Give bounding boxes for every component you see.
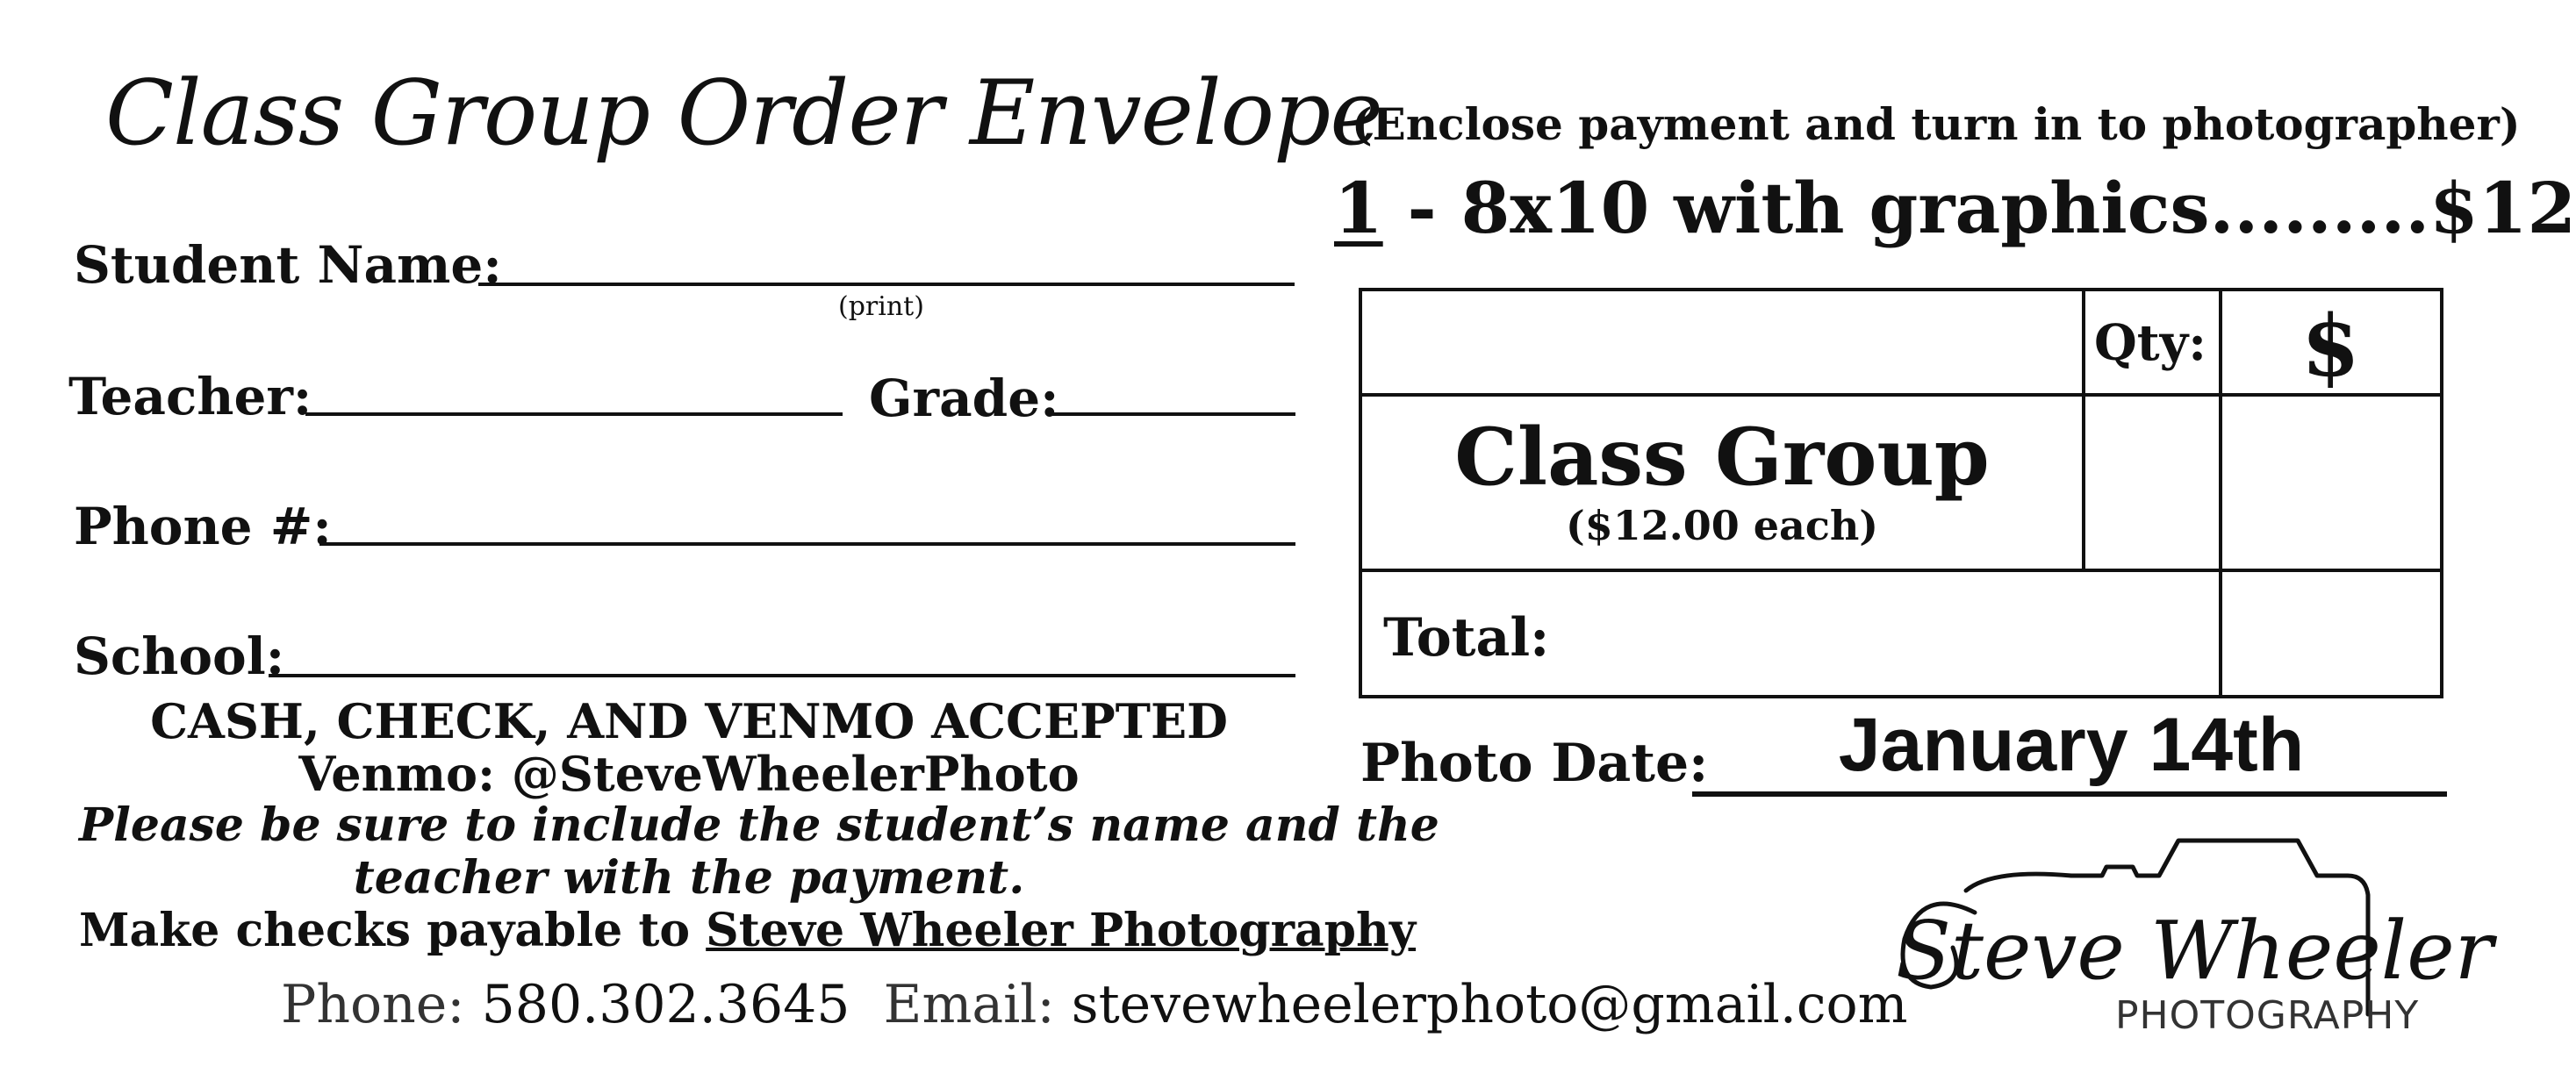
company-logo: [1869, 834, 2493, 1044]
venmo-prefix: Venmo:: [298, 746, 512, 802]
photo-date-value: January 14th: [1838, 703, 2305, 787]
grade-label: Grade:: [869, 369, 1059, 428]
qty-input-cell[interactable]: [2082, 393, 2219, 569]
camera-logo-icon: [1869, 834, 2493, 1044]
checks-line: [79, 904, 1417, 957]
teacher-label: Teacher:: [68, 367, 312, 426]
total-input-cell[interactable]: [2219, 569, 2443, 695]
checks-prefix: Make checks payable to: [79, 904, 707, 957]
venmo-handle: @SteveWheelerPhoto: [511, 746, 1080, 802]
logo-script: Steve Wheeler: [1896, 904, 2493, 998]
promo-line: [1334, 167, 2576, 249]
order-table: [1359, 288, 2443, 698]
contact-email-value: stevewheelerphoto@gmail.com: [1071, 974, 1908, 1035]
item-name: Class Group: [1454, 411, 1990, 504]
student-name-label: Student Name:: [74, 235, 502, 295]
price-header: $: [2301, 297, 2360, 396]
item-price: ($12.00 each): [1565, 502, 1879, 549]
total-label: Total:: [1383, 607, 1550, 669]
payment-methods: CASH, CHECK, AND VENMO ACCEPTED: [150, 693, 1228, 749]
promo-text: - 8x10 with graphics.........$12: [1407, 167, 2576, 249]
reminder-line-1: Please be sure to include the student’s name and the: [79, 798, 1439, 852]
teacher-field[interactable]: [305, 412, 843, 416]
contact-phone-label: Phone:: [281, 974, 465, 1035]
reminder-line-2: teacher with the payment.: [353, 851, 1025, 905]
school-field[interactable]: [269, 674, 1295, 677]
student-name-field[interactable]: [478, 283, 1295, 286]
photo-date-line: [1692, 791, 2447, 797]
phone-field[interactable]: [319, 542, 1295, 546]
contact-email-label: Email:: [883, 974, 1055, 1035]
qty-header: Qty:: [2094, 314, 2206, 372]
amount-input-cell[interactable]: [2219, 393, 2443, 569]
enclose-note: (Enclose payment and turn in to photographer): [1352, 98, 2521, 150]
phone-label: Phone #:: [74, 497, 332, 556]
venmo-line: [79, 746, 1299, 802]
contact-line: [281, 974, 1908, 1035]
print-note: (print): [838, 291, 924, 322]
school-label: School:: [74, 626, 285, 686]
checks-payee: Steve Wheeler Photography: [706, 904, 1417, 957]
grade-field[interactable]: [1051, 412, 1295, 416]
photo-date-label: Photo Date:: [1360, 733, 1709, 794]
promo-qty: 1: [1334, 167, 1383, 249]
form-title: Class Group Order Envelope: [105, 61, 1382, 166]
contact-phone-value: 580.302.3645: [481, 974, 850, 1035]
logo-subtitle: PHOTOGRAPHY: [2115, 993, 2420, 1038]
